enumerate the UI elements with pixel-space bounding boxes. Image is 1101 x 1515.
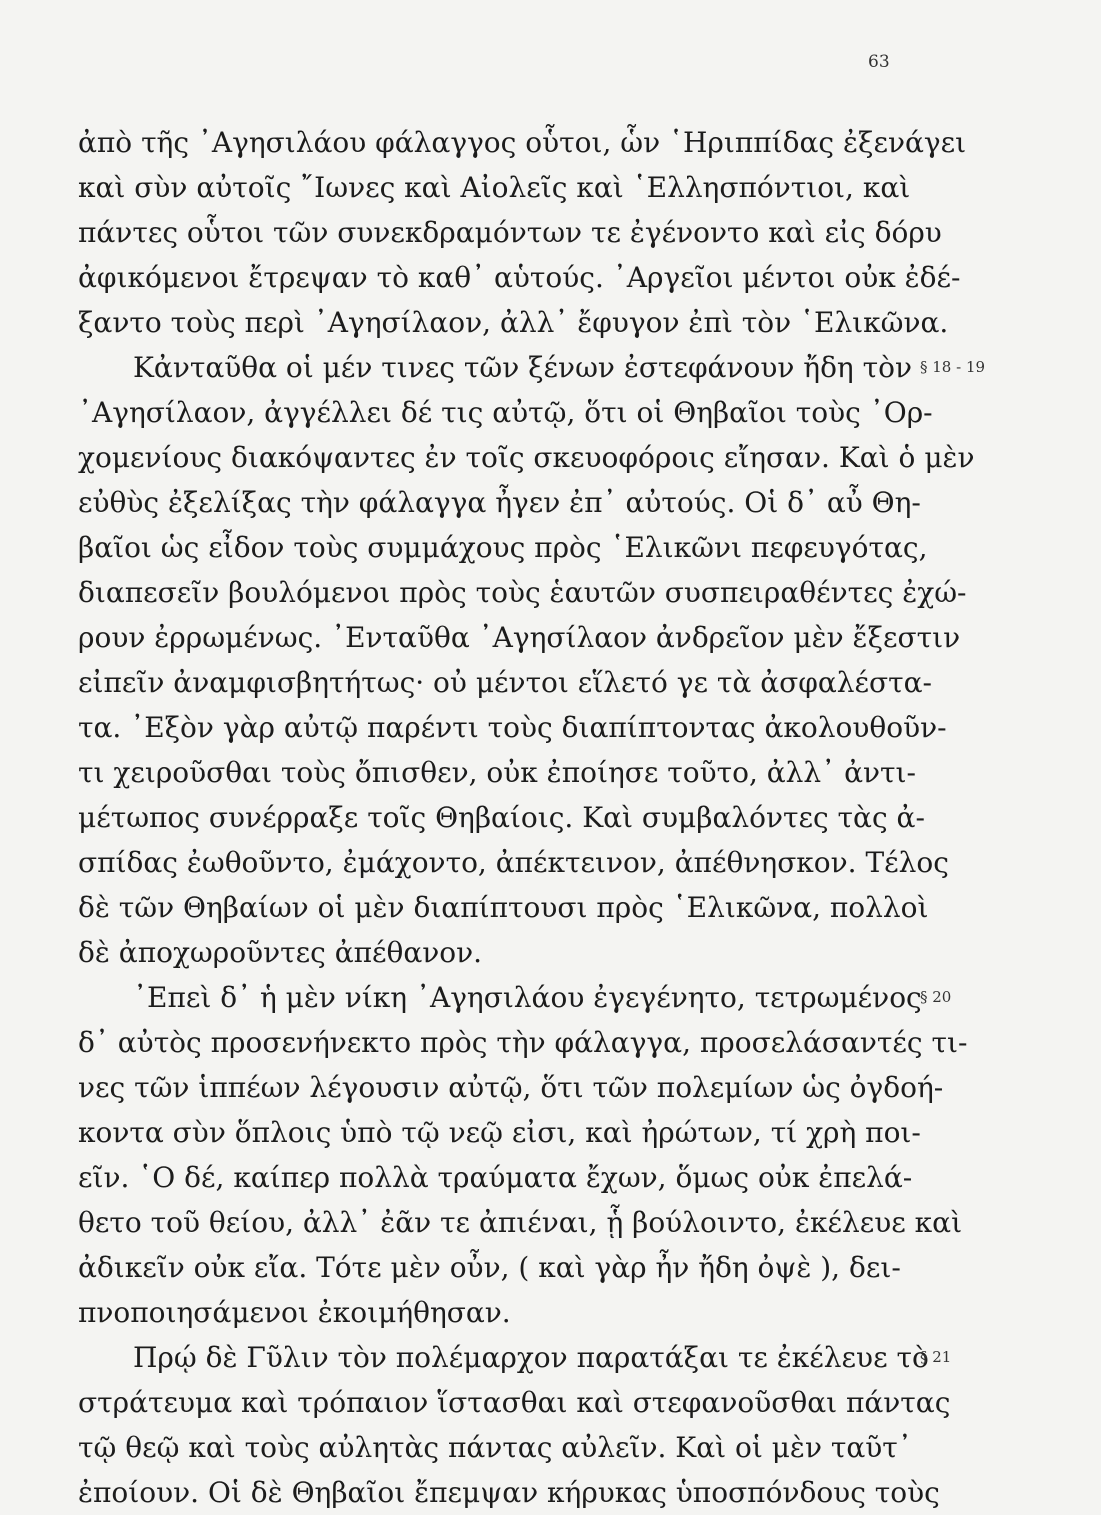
- text-line: ἐποίουν. Οἱ δὲ Θηβαῖοι ἔπεμψαν κήρυκας ὑποσπόνδους τοὺς: [78, 1476, 940, 1509]
- text-line: καὶ σὺν αὐτοῖς ῎Ιωνες καὶ Αἰολεῖς καὶ ῾Ελλησπόντιοι, καὶ: [78, 171, 911, 204]
- text-line: τῷ θεῷ καὶ τοὺς αὐλητὰς πάντας αὐλεῖν. Καὶ οἱ μὲν ταῦτ᾿: [78, 1431, 912, 1464]
- text-line: εὐθὺς ἐξελίξας τὴν φάλαγγα ἦγεν ἐπ᾿ αὐτούς. Οἱ δ᾿ αὖ Θη-: [78, 486, 921, 519]
- text-line: τα. ᾿Εξὸν γὰρ αὐτῷ παρέντι τοὺς διαπίπτοντας ἀκολουθοῦν-: [78, 711, 947, 744]
- section-marker: § 20: [920, 988, 952, 1006]
- text-line: μέτωπος συνέρραξε τοῖς Θηβαίοις. Καὶ συμβαλόντες τὰς ἀ-: [78, 801, 925, 834]
- text-line: στράτευμα καὶ τρόπαιον ἵστασθαι καὶ στεφανοῦσθαι πάντας: [78, 1386, 951, 1419]
- text-line: τι χειροῦσθαι τοὺς ὄπισθεν, οὐκ ἐποίησε τοῦτο, ἀλλ᾿ ἀντι-: [78, 756, 916, 789]
- text-line: θετο τοῦ θείου, ἀλλ᾿ ἐᾶν τε ἀπιέναι, ᾗ βούλοιντο, ἐκέλευε καὶ: [78, 1206, 963, 1239]
- text-line: βαῖοι ὡς εἶδον τοὺς συμμάχους πρὸς ῾Ελικῶνι πεφευγότας,: [78, 531, 928, 564]
- text-line: ᾿Επεὶ δ᾿ ἡ μὲν νίκη ᾿Αγησιλάου ἐγεγένητο, τετρωμένος: [133, 981, 922, 1014]
- text-line: ᾿Αγησίλαον, ἀγγέλλει δέ τις αὐτῷ, ὅτι οἱ Θηβαῖοι τοὺς ᾿Ορ-: [78, 396, 933, 429]
- text-line: πνοποιησάμενοι ἐκοιμήθησαν.: [78, 1296, 511, 1329]
- text-line: Κἀνταῦθα οἱ μέν τινες τῶν ξένων ἐστεφάνουν ἤδη τὸν: [133, 351, 912, 384]
- text-line: πάντες οὗτοι τῶν συνεκδραμόντων τε ἐγένοντο καὶ εἰς δόρυ: [78, 216, 942, 249]
- section-marker: § 21: [920, 1348, 952, 1366]
- text-line: Πρῴ δὲ Γῦλιν τὸν πολέμαρχον παρατάξαι τε ἐκέλευε τὸ: [133, 1341, 929, 1374]
- text-line: χομενίους διακόψαντες ἐν τοῖς σκευοφόροις εἴησαν. Καὶ ὁ μὲν: [78, 441, 975, 474]
- page-number: 63: [868, 52, 890, 72]
- text-line: ἀφικόμενοι ἔτρεψαν τὸ καθ᾿ αὑτούς. ᾿Αργεῖοι μέντοι οὐκ ἐδέ-: [78, 261, 961, 294]
- text-line: εἰπεῖν ἀναμφισβητήτως· οὐ μέντοι εἵλετό γε τὰ ἀσφαλέστα-: [78, 666, 932, 699]
- text-line: ξαντο τοὺς περὶ ᾿Αγησίλαον, ἀλλ᾿ ἔφυγον ἐπὶ τὸν ῾Ελικῶνα.: [78, 306, 949, 339]
- section-marker: § 18 - 19: [920, 358, 986, 376]
- text-line: νες τῶν ἱππέων λέγουσιν αὐτῷ, ὅτι τῶν πολεμίων ὡς ὀγδοή-: [78, 1071, 944, 1104]
- text-line: διαπεσεῖν βουλόμενοι πρὸς τοὺς ἑαυτῶν συσπειραθέντες ἐχώ-: [78, 576, 967, 609]
- text-line: δὲ τῶν Θηβαίων οἱ μὲν διαπίπτουσι πρὸς ῾Ελικῶνα, πολλοὶ: [78, 891, 929, 924]
- text-line: δ᾿ αὐτὸς προσενήνεκτο πρὸς τὴν φάλαγγα, προσελάσαντές τι-: [78, 1026, 968, 1059]
- text-line: ρουν ἐρρωμένως. ᾿Ενταῦθα ᾿Αγησίλαον ἀνδρεῖον μὲν ἔξεστιν: [78, 621, 961, 654]
- text-line: ἀδικεῖν οὐκ εἴα. Τότε μὲν οὖν, ( καὶ γὰρ ἦν ἤδη ὀψὲ ), δει-: [78, 1251, 901, 1284]
- text-line: σπίδας ἐωθοῦντο, ἐμάχοντο, ἀπέκτεινον, ἀπέθνησκον. Τέλος: [78, 846, 949, 879]
- text-line: δὲ ἀποχωροῦντες ἀπέθανον.: [78, 936, 483, 969]
- text-line: ἀπὸ τῆς ᾿Αγησιλάου φάλαγγος οὗτοι, ὧν ῾Ηριππίδας ἐξενάγει: [78, 126, 967, 159]
- text-line: κοντα σὺν ὅπλοις ὑπὸ τῷ νεῷ εἰσι, καὶ ἠρώτων, τί χρὴ ποι-: [78, 1116, 921, 1149]
- text-line: εῖν. ῾Ο δέ, καίπερ πολλὰ τραύματα ἔχων, ὅμως οὐκ ἐπελά-: [78, 1161, 913, 1194]
